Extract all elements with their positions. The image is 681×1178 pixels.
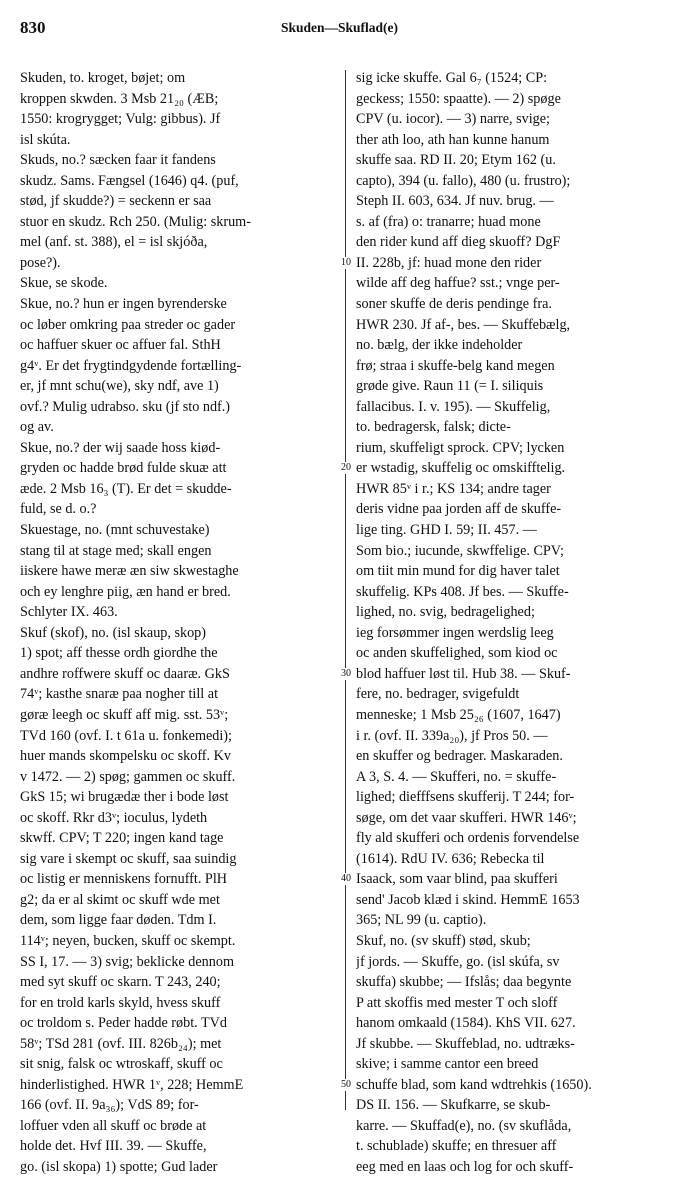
text-line: GkS 15; wi brugædæ ther i bode løst <box>20 789 229 806</box>
text-line: gryden oc hadde brød fulde skuæ att <box>20 460 227 477</box>
text-line: Skuden, to. kroget, bøjet; om <box>20 70 186 86</box>
text-line: oc haffuer skuer oc affuer fal. SthH <box>20 337 221 354</box>
text-line: 1550: krogrygget; Vulg: gibbus). Jf <box>20 111 221 128</box>
text-line: iiskere hawe meræ æn siw skwestaghe <box>20 563 239 580</box>
text-line: huer mands skompelsku oc skoff. Kv <box>20 748 231 765</box>
text-line: Schlyter IX. 463. <box>20 604 118 621</box>
text-line: s. af (fra) o: tranarre; huad mone <box>356 213 541 230</box>
text-line: loffuer vden all skuff oc brøde at <box>20 1117 207 1134</box>
text-line: 1) spot; aff thesse ordh giordhe the <box>20 645 218 662</box>
text-line: t. schublade) skuffe; en thresuer aff <box>356 1138 557 1155</box>
text-line: lighed, no. svig, bedragelighed; <box>356 604 535 621</box>
running-title: Skuden—Skuflad(e) <box>280 20 399 35</box>
text-line: karre. — Skuffad(e), no. (sv skuflåda, <box>356 1117 572 1134</box>
text-line: Skuf, no. (sv skuff) stød, skub; <box>356 932 531 949</box>
text-line: den rider kund aff dieg skuoff? DgF <box>356 234 561 251</box>
text-line: Som bio.; iucunde, skwffelige. CPV; <box>356 542 564 559</box>
text-line: æde. 2 Msb 16₃ (T). Er det = skudde- <box>20 480 232 497</box>
text-line: andhre roffwere skuff oc daaræ. GkS <box>20 665 230 682</box>
text-line: v 1472. — 2) spøg; gammen oc skuff. <box>20 768 236 785</box>
text-line: oc skoff. Rkr d3ᵛ; ioculus, lydeth <box>20 809 208 826</box>
text-line: hinderlistighed. HWR 1ᵛ, 228; HemmE <box>20 1076 244 1093</box>
text-line: CPV (u. iocor). — 3) narre, svige; <box>356 111 550 128</box>
text-line: geckess; 1550: spaatte). — 2) spøge <box>356 90 561 107</box>
text-line: Jf skubbe. — Skuffeblad, no. udtræks- <box>356 1035 575 1052</box>
text-line: to. bedragersk, falsk; dicte- <box>356 419 511 436</box>
text-line: om tiit min mund for dig haver talet <box>356 563 560 580</box>
text-line: frø; straa i skuffe-belg kand megen <box>356 357 555 374</box>
text-line: (1614). RdU IV. 636; Rebecka til <box>356 850 545 867</box>
text-line: grøde give. Raun 11 (= I. siliquis <box>356 378 544 395</box>
line-number: 40 <box>338 873 354 885</box>
text-line: g2; da er al skimt oc skuff wde met <box>20 891 220 908</box>
text-line: A 3, S. 4. — Skufferi, no. = skuffe- <box>356 768 557 785</box>
text-line: HWR 230. Jf af-, bes. — Skuffebælg, <box>356 316 571 333</box>
text-line: og av. <box>20 419 54 436</box>
text-line: skudz. Sams. Fængsel (1646) q4. (puf, <box>20 172 239 189</box>
text-line: stang til at stage med; skall engen <box>20 542 212 559</box>
text-line: capto), 394 (u. fallo), 480 (u. frustro); <box>356 172 571 189</box>
line-number: 20 <box>338 462 354 474</box>
text-line: TVd 160 (ovf. I. t 61a u. fonkemedi); <box>20 727 232 744</box>
text-line: soner skuffe de deris pendinge fra. <box>356 296 552 313</box>
text-line: menneske; 1 Msb 25₂₆ (1607, 1647) <box>356 706 561 723</box>
text-line: Skue, no.? hun er ingen byrenderske <box>20 296 227 313</box>
text-line: fere, no. bedrager, svigefuldt <box>356 686 520 703</box>
line-number: 30 <box>338 668 354 680</box>
right-column <box>356 68 668 1178</box>
text-line: II. 228b, jf: huad mone den rider <box>356 254 542 271</box>
text-line: no. bælg, der ikke indeholder <box>356 337 523 354</box>
text-line: stød, jf skudde?) = seckenn er saa <box>20 193 212 210</box>
text-line: ieg forsømmer ingen werdslig leeg <box>356 624 554 641</box>
text-line: holde det. Hvf III. 39. — Skuffe, <box>20 1138 207 1155</box>
text-line: er, jf mnt schu(we), sky ndf, ave 1) <box>20 378 219 395</box>
text-line: søge, om det vaar skufferi. HWR 146ᵛ; <box>356 809 577 826</box>
text-line: P att skoffis med mester T och sloff <box>356 994 558 1011</box>
text-line: schuffe blad, som kand wdtrehkis (1650). <box>356 1076 592 1093</box>
text-line: oc troldom s. Peder hadde røbt. TVd <box>20 1015 227 1032</box>
text-line: och ey lenghre piig, æn hand er bred. <box>20 583 231 600</box>
text-line: Isaack, som vaar blind, paa skufferi <box>356 871 558 888</box>
column-divider <box>345 70 346 1110</box>
text-line: oc løber omkring paa streder oc gader <box>20 316 236 333</box>
text-line: go. (isl skopa) 1) spotte; Gud lader <box>20 1158 218 1175</box>
text-line: skive; i samme cantor een breed <box>356 1056 539 1073</box>
text-line: lige ting. GHD I. 59; II. 457. — <box>356 522 537 539</box>
text-line: rium, skuffeligt sprock. CPV; lycken <box>356 439 565 456</box>
left-column <box>20 68 334 1178</box>
text-line: DS II. 156. — Skufkarre, se skub- <box>356 1097 551 1114</box>
text-line: wilde aff deg haffue? sst.; vnge per- <box>356 275 560 292</box>
text-line: pose?). <box>20 254 61 271</box>
text-line: eeg med en laas och log for och skuff- <box>356 1158 574 1175</box>
text-line: skuffelig. KPs 408. Jf bes. — Skuffe- <box>356 583 569 600</box>
text-line: oc listig er menniskens fornufft. PlH <box>20 871 228 888</box>
text-line: Skuf (skof), no. (isl skaup, skop) <box>20 624 207 641</box>
text-line: deris vidne paa jorden aff de skuffe- <box>356 501 562 518</box>
text-line: gøræ leegh oc skuff aff mig. sst. 53ᵛ; <box>20 706 229 723</box>
text-line: sig vare i skempt oc skuff, saa suindig <box>20 850 237 867</box>
text-line: sig icke skuffe. Gal 6₇ (1524; CP: <box>356 70 548 86</box>
text-line: kroppen skwden. 3 Msb 21₂₀ (ÆB; <box>20 90 219 107</box>
text-line: 166 (ovf. II. 9a₃₆); VdS 89; for- <box>20 1097 199 1114</box>
text-line: skwff. CPV; T 220; ingen kand tage <box>20 830 224 847</box>
page-header <box>20 18 659 40</box>
text-line: ovf.? Mulig udrabso. sku (jf sto ndf.) <box>20 398 231 415</box>
text-line: g4ᵛ. Er det frygtindgydende fortælling- <box>20 357 242 374</box>
text-line: Skue, no.? der wij saade hoss kiød- <box>20 439 221 456</box>
text-line: skuffa) skubbe; — Ifslås; daa begynte <box>356 974 572 991</box>
text-line: isl skúta. <box>20 131 71 148</box>
text-line: Skue, se skode. <box>20 275 108 292</box>
text-line: 58ᵛ; TSd 281 (ovf. III. 826b₂₄); met <box>20 1035 222 1052</box>
text-line: i r. (ovf. II. 339a₂₀), jf Pros 50. — <box>356 727 548 744</box>
text-line: Steph II. 603, 634. Jf nuv. brug. — <box>356 193 554 210</box>
text-line: blod haffuer løst til. Hub 38. — Skuf- <box>356 665 571 682</box>
line-number: 50 <box>338 1079 354 1091</box>
text-line: Skuestage, no. (mnt schuvestake) <box>20 522 210 539</box>
text-line: skuffe saa. RD II. 20; Etym 162 (u. <box>356 152 556 169</box>
text-line: fallacibus. I. v. 195). — Skuffelig, <box>356 398 551 415</box>
line-number: 10 <box>338 257 354 269</box>
text-line: HWR 85ᵛ i r.; KS 134; andre tager <box>356 480 551 497</box>
text-line: stuor en skudz. Rch 250. (Mulig: skrum- <box>20 213 251 230</box>
text-line: 114ᵛ; neyen, bucken, skuff oc skempt. <box>20 932 236 949</box>
text-line: send' Jacob klæd i skind. HemmE 1653 <box>356 891 580 908</box>
text-line: hanom omkaald (1584). KhS VII. 627. <box>356 1015 576 1032</box>
text-line: mel (anf. st. 388), el = isl skjóða, <box>20 234 208 251</box>
page-number: 830 <box>20 18 46 37</box>
text-line: dem, som ligge faar døden. Tdm I. <box>20 912 217 929</box>
text-line: sit snig, falsk oc wtroskaff, skuff oc <box>20 1056 223 1073</box>
text-line: for en trold karls skyld, hvess skuff <box>20 994 221 1011</box>
text-line: lighed; diefffsens skufferij. T 244; for- <box>356 789 575 806</box>
text-line: oc anden skuffelighed, som kiod oc <box>356 645 558 662</box>
text-line: er wstadig, skuffelig oc omskifftelig. <box>356 460 566 477</box>
text-line: ther ath loo, ath han kunne hanum <box>356 131 550 148</box>
text-line: SS I, 17. — 3) svig; beklicke dennom <box>20 953 234 970</box>
text-line: jf jords. — Skuffe, go. (isl skúfa, sv <box>356 953 560 970</box>
text-line: fly ald skufferi och ordenis forvendelse <box>356 830 580 847</box>
text-line: med syt skuff oc skarn. T 243, 240; <box>20 974 221 991</box>
text-line: fuld, se d. o.? <box>20 501 97 518</box>
text-line: 74ᵛ; kasthe snaræ paa nogher till at <box>20 686 219 703</box>
text-line: 365; NL 99 (u. captio). <box>356 912 487 929</box>
text-line: en skuffer og bedrager. Maskaraden. <box>356 748 563 765</box>
text-line: Skuds, no.? sæcken faar it fandens <box>20 152 216 169</box>
